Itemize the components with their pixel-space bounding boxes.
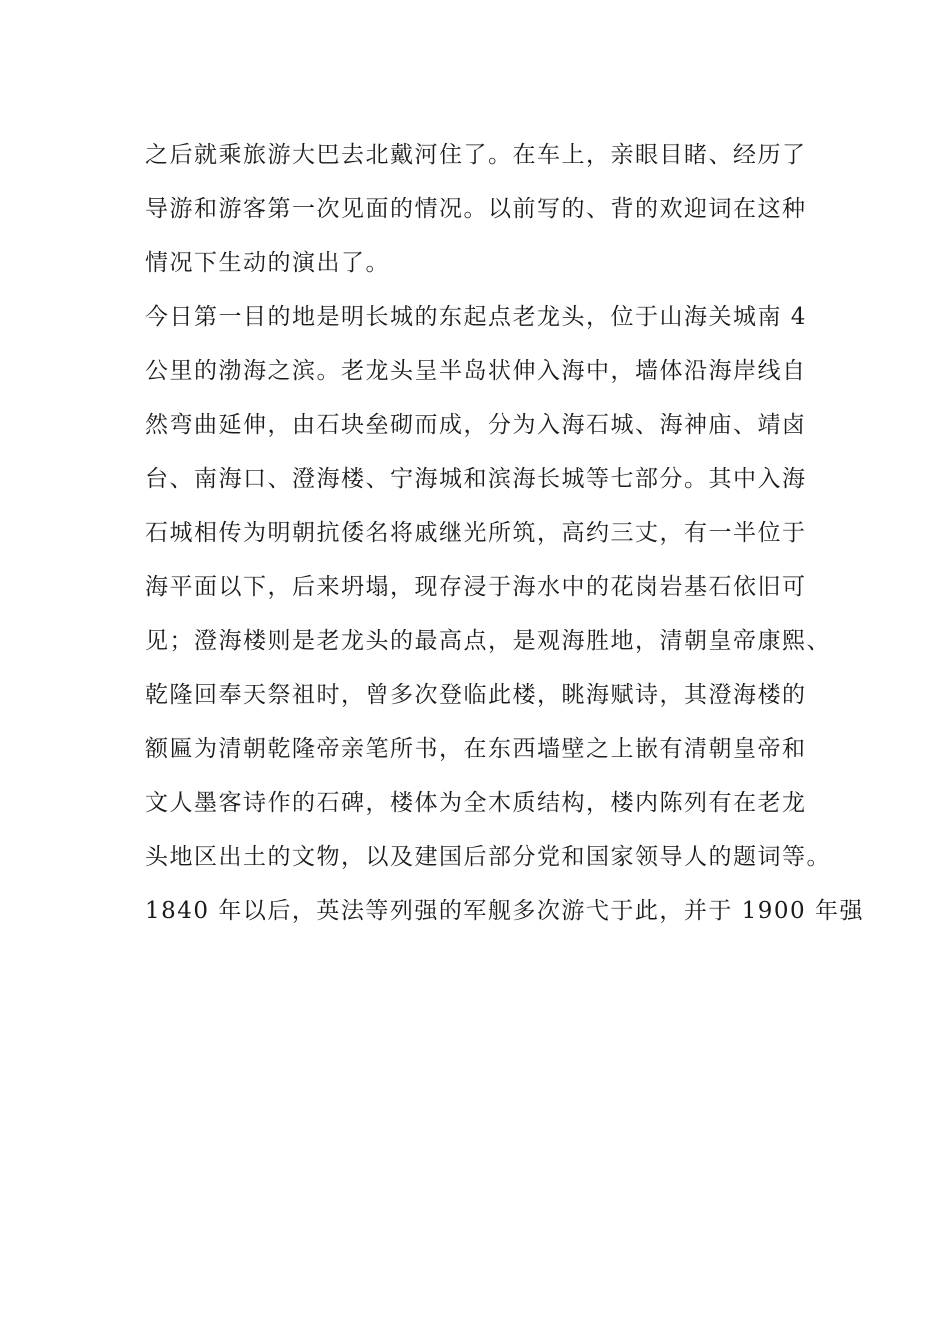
text-line: 然弯曲延伸，由石块垒砌而成，分为入海石城、海神庙、靖卤 — [145, 412, 807, 438]
text-line: 头地区出土的文物，以及建国后部分党和国家领导人的题词等。 — [145, 844, 831, 870]
text-line: 见；澄海楼则是老龙头的最高点，是观海胜地，清朝皇帝康熙、 — [145, 628, 831, 654]
text-line: 公里的渤海之滨。老龙头呈半岛状伸入海中，墙体沿海岸线自 — [145, 358, 807, 384]
document-body — [145, 128, 864, 938]
text-line: 台、南海口、澄海楼、宁海城和滨海长城等七部分。其中入海 — [145, 466, 807, 492]
paragraph-1 — [145, 128, 825, 290]
text-line: 石城相传为明朝抗倭名将戚继光所筑，高约三丈，有一半位于 — [145, 520, 807, 546]
text-line: 今日第一目的地是明长城的东起点老龙头，位于山海关城南 4 — [145, 304, 807, 330]
text-line: 导游和游客第一次见面的情况。以前写的、背的欢迎词在这种 — [145, 196, 807, 222]
text-line: 乾隆回奉天祭祖时，曾多次登临此楼，眺海赋诗，其澄海楼的 — [145, 682, 807, 708]
text-line: 海平面以下，后来坍塌，现存浸于海水中的花岗岩基石依旧可 — [145, 574, 807, 600]
text-line: 文人墨客诗作的石碑，楼体为全木质结构，楼内陈列有在老龙 — [145, 790, 807, 816]
text-line: 之后就乘旅游大巴去北戴河住了。在车上，亲眼目睹、经历了 — [145, 142, 807, 168]
text-line: 1840 年以后，英法等列强的军舰多次游弋于此，并于 1900 年强 — [145, 898, 864, 924]
paragraph-2 — [145, 290, 864, 938]
text-line: 情况下生动的演出了。 — [145, 250, 390, 276]
text-line: 额匾为清朝乾隆帝亲笔所书，在东西墙壁之上嵌有清朝皇帝和 — [145, 736, 807, 762]
